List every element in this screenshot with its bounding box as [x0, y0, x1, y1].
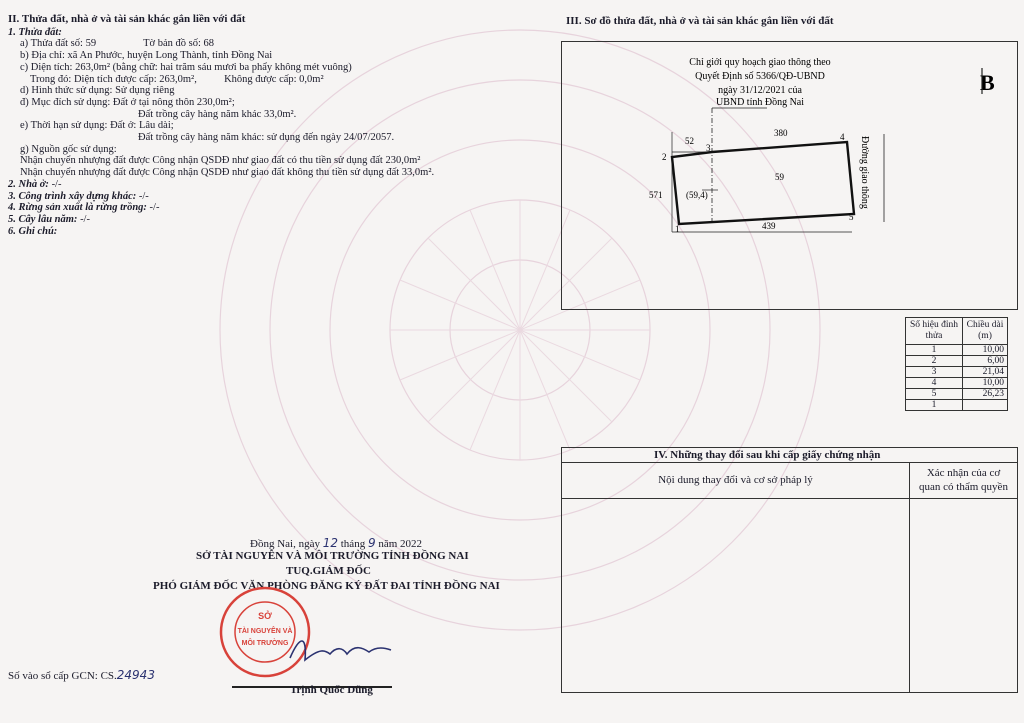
- date-prefix: Đồng Nai, ngày: [250, 538, 320, 550]
- table-row: [906, 400, 1008, 411]
- item4-title: 4. Rừng sản xuất là rừng trồng:: [8, 202, 147, 214]
- on-behalf: TUQ.GIÁM ĐỐC: [286, 565, 371, 577]
- vertex-2: 2: [662, 152, 667, 162]
- changes-col-confirm-2: quan có thẩm quyền: [919, 481, 1008, 493]
- issuing-org: SỞ TÀI NGUYÊN VÀ MÔI TRƯỜNG TỈNH ĐỒNG NAI: [196, 550, 469, 562]
- item5-value: -/-: [80, 213, 90, 225]
- parcel-diagram-box: [561, 41, 1018, 310]
- table-row: [906, 367, 1008, 378]
- changes-col-confirm: [910, 463, 1017, 498]
- map-sheet-value: 68: [203, 38, 215, 50]
- area-detail: [8, 74, 538, 86]
- vertex-id: 2: [906, 356, 963, 367]
- usage-form: d) Hình thức sử dụng: Sử dụng riêng: [20, 85, 175, 97]
- vertex-length: 10,00: [963, 345, 1008, 356]
- area-note: (59,4): [686, 190, 708, 200]
- changes-body: [562, 498, 1017, 692]
- vertex-id: 3: [906, 367, 963, 378]
- vertex-length: [963, 400, 1008, 411]
- usage-purpose-2: Đất trồng cây hàng năm khác 33,0m².: [138, 108, 297, 120]
- vertex-id: 1: [906, 345, 963, 356]
- parcel-number-label: 59: [775, 172, 784, 182]
- area: c) Diện tích: 263,0m² (bằng chữ: hai trăm sáu mươi ba phẩy không mét vuông): [20, 61, 352, 73]
- planning-note-2: Quyết Định số 5366/QĐ-UBND: [695, 71, 825, 82]
- usage-purpose: đ) Mục đích sử dụng: Đất ở tại nông thôn 230,0m²;: [20, 96, 235, 108]
- signature-icon: [285, 630, 395, 670]
- area-granted: Trong đó: Diện tích được cấp: 263,0m²,: [30, 73, 197, 85]
- usage-term: e) Thời hạn sử dụng: Đất ở: Lâu dài;: [20, 120, 174, 132]
- table-row: [906, 389, 1008, 400]
- item5-row: [8, 214, 538, 226]
- area-not-granted: Không được cấp: 0,0m²: [224, 73, 324, 85]
- vertex-4: 4: [840, 132, 845, 142]
- registration-label: Số vào sổ cấp GCN: CS.: [8, 670, 117, 682]
- parcel-outline: [672, 142, 854, 224]
- changes-col-confirm-1: Xác nhận của cơ: [926, 467, 1001, 479]
- map-sheet-label: Tờ bản đồ số:: [143, 38, 201, 50]
- parcel-value: 59: [85, 38, 97, 50]
- item5-title: 5. Cây lâu năm:: [8, 213, 78, 225]
- registration-number: [8, 668, 155, 682]
- neighbor-52: 52: [685, 136, 694, 146]
- svg-text:MÔI TRƯỜNG: MÔI TRƯỜNG: [241, 640, 289, 647]
- origin-2: Nhận chuyển nhượng đất được Công nhận QSDĐ như giao đất không thu tiền sử dụng đất 33,0m².: [20, 167, 435, 179]
- item4-row: [8, 202, 538, 214]
- origin-1: Nhận chuyển nhượng đất được Công nhận QSDĐ như giao đất có thu tiền sử dụng đất 230,0m²: [20, 155, 421, 167]
- neighbor-571: 571: [649, 190, 663, 200]
- planning-note-1: Chỉ giới quy hoạch giao thông theo: [689, 57, 831, 68]
- vertex-1: 1: [675, 224, 680, 234]
- vertex-length: 10,00: [963, 378, 1008, 389]
- vertex-length: 26,23: [963, 389, 1008, 400]
- planning-note-3: ngày 31/12/2021 của: [718, 85, 802, 96]
- changes-section: [561, 447, 1018, 693]
- vertex-length: 21,04: [963, 367, 1008, 378]
- section-iv-title: IV. Những thay đổi sau khi cấp giấy chứng nhận: [562, 448, 1017, 463]
- changes-header: [562, 463, 1017, 499]
- parcel-label: a) Thửa đất số:: [20, 38, 83, 50]
- road-label: Đường giao thông: [859, 136, 870, 209]
- svg-text:TÀI NGUYÊN VÀ: TÀI NGUYÊN VÀ: [237, 628, 293, 635]
- date-month-label: tháng: [340, 538, 366, 550]
- vertex-table-header-len: Chiều dài (m): [963, 318, 1008, 345]
- place-date: [250, 536, 422, 550]
- signer-name: Trịnh Quốc Dũng: [290, 684, 373, 696]
- date-year: năm 2022: [378, 538, 423, 550]
- north-arrow-icon: B: [980, 70, 995, 95]
- land-info-section: [8, 14, 538, 237]
- parcel-row: [8, 38, 538, 50]
- signer-position: PHÓ GIÁM ĐỐC VĂN PHÒNG ĐĂNG KÝ ĐẤT ĐAI TỈNH ĐỒNG NAI: [153, 580, 500, 592]
- registration-value: 24943: [116, 668, 155, 682]
- changes-col-content: Nội dung thay đổi và cơ sở pháp lý: [562, 463, 910, 498]
- section-iii-title: III. Sơ đồ thửa đất, nhà ở và tài sản khác gắn liền với đất: [566, 15, 834, 27]
- usage-term-2: Đất trồng cây hàng năm khác: sử dụng đến ngày 24/07/2057.: [138, 132, 395, 144]
- vertex-length-table: [905, 317, 1008, 411]
- planning-note-4: UBND tỉnh Đồng Nai: [715, 97, 805, 108]
- origin-label: g) Nguồn gốc sử dụng:: [20, 143, 117, 155]
- item3-title: 3. Công trình xây dựng khác:: [8, 190, 137, 202]
- table-row: [906, 345, 1008, 356]
- item2-value: -/-: [51, 178, 62, 190]
- item3-value: -/-: [138, 190, 149, 202]
- svg-text:SỞ: SỞ: [258, 611, 272, 621]
- section-ii-title: II. Thửa đất, nhà ở và tài sản khác gắn liền với đất: [8, 13, 246, 25]
- item3-row: [8, 191, 538, 203]
- table-row: [906, 378, 1008, 389]
- vertex-id: 5: [906, 389, 963, 400]
- address: b) Địa chỉ: xã An Phước, huyện Long Thành, tỉnh Đồng Nai: [20, 50, 273, 62]
- item2-row: [8, 179, 538, 191]
- parcel-diagram: [562, 42, 1017, 309]
- changes-divider: [909, 498, 910, 692]
- neighbor-439: 439: [762, 221, 776, 231]
- neighbor-380: 380: [774, 128, 788, 138]
- vertex-3: 3: [706, 143, 711, 153]
- item2-title: 2. Nhà ở:: [8, 178, 49, 190]
- date-month: 9: [367, 536, 376, 550]
- vertex-length: 6,00: [963, 356, 1008, 367]
- item4-value: -/-: [149, 202, 160, 214]
- date-day: 12: [322, 536, 338, 550]
- vertex-5: 5: [849, 212, 854, 222]
- vertex-id: 1: [906, 400, 963, 411]
- vertex-id: 4: [906, 378, 963, 389]
- table-row: [906, 356, 1008, 367]
- item6-title: 6. Ghi chú:: [8, 225, 58, 237]
- vertex-table-header-id: Số hiệu đỉnh thửa: [906, 318, 963, 345]
- item1-title: 1. Thửa đất:: [8, 26, 62, 38]
